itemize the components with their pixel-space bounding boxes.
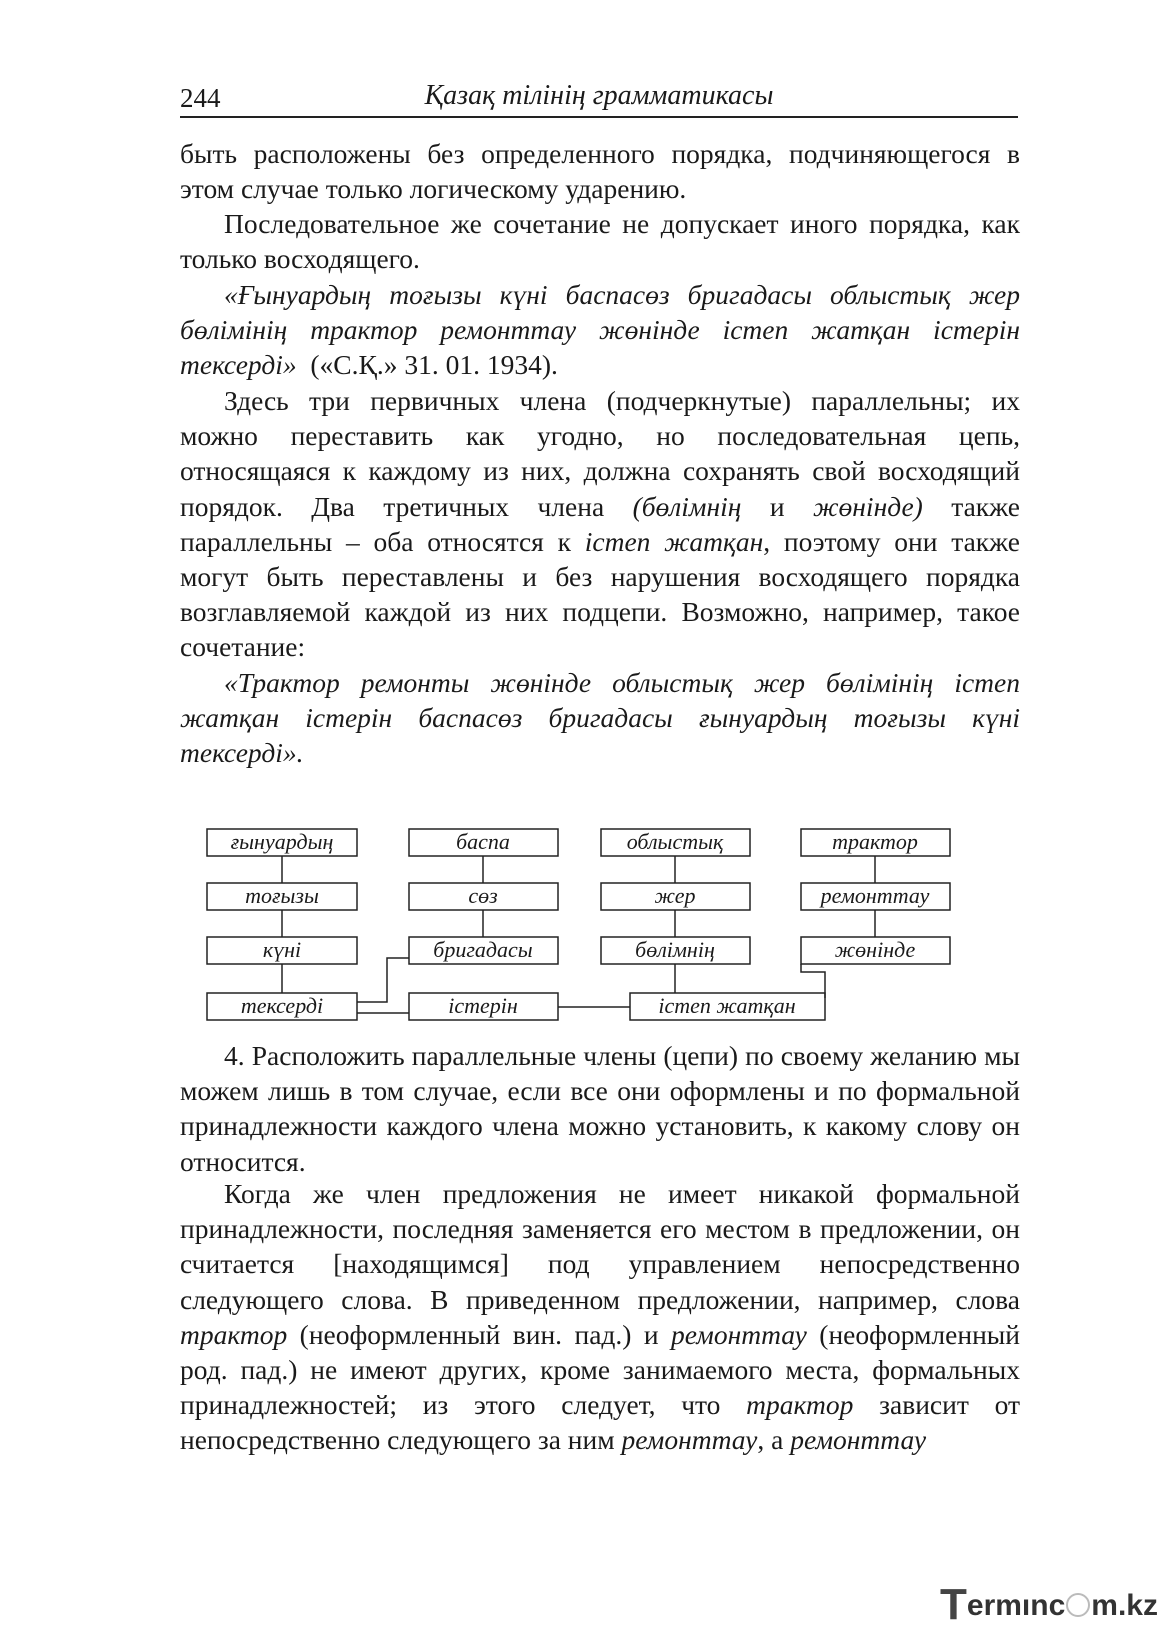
node-col4-3: жөнінде <box>834 937 916 962</box>
node-col3-3: бөлімнің <box>635 937 715 962</box>
paragraph-example-2: «Трактор ремонты жөнінде облыстық жер бөлімінің істеп жатқан істерін баспасөз бригадасы ғынуардың тоғызы күні тексерді». <box>180 667 1020 769</box>
paragraph-sequential: Последовательное же сочетание не допускает иного порядка, как только восходящего. <box>180 208 1020 275</box>
emphasis-run: ремонттау <box>671 1318 807 1350</box>
text-run: и <box>741 490 813 522</box>
page-header <box>180 80 1018 118</box>
text-run: также параллельны – оба относятся к <box>180 490 1020 557</box>
node-col3-4: істеп жатқан <box>658 993 796 1018</box>
page-number: 244 <box>180 83 221 113</box>
node-col1-4: тексерді <box>240 993 324 1018</box>
watermark-text: ermınc <box>966 1589 1066 1622</box>
emphasis-run: (бөлімнің <box>632 490 742 522</box>
example-source: («С.Қ.» 31. 01. 1934). <box>310 349 558 381</box>
paragraph-formal <box>180 1176 1020 1458</box>
node-col1-3: күні <box>262 937 302 962</box>
node-col1-1: ғынуардың <box>230 829 334 854</box>
paragraph-continuation: быть расположены без определенного порядка, подчиняющегося в этом случае только логическому ударению. <box>180 138 1020 205</box>
emphasis-run: жөнінде) <box>812 490 923 522</box>
paragraph-example-1 <box>180 277 1020 383</box>
node-col2-4: істерін <box>448 993 518 1018</box>
node-col2-1: баспа <box>456 829 510 854</box>
running-title: Қазақ тілінің грамматикасы <box>424 80 774 111</box>
node-col1-2: тоғызы <box>245 883 319 908</box>
magnifier-icon <box>1066 1593 1090 1617</box>
text-run: (неоформленный род. пад.) не имеют других, кроме занимаемого места, формальных принадлежностей; из этого следует, что <box>180 1318 1020 1421</box>
paragraph-explanation <box>180 383 1020 665</box>
watermark-logo <box>940 1580 1158 1630</box>
emphasis-run: ремонттау <box>790 1424 927 1456</box>
node-col2-3: бригадасы <box>433 937 533 962</box>
node-col3-1: облыстық <box>626 829 724 854</box>
text-run: (неоформленный вин. пад.) и <box>287 1318 671 1350</box>
node-col4-2: ремонттау <box>820 883 930 908</box>
example-quote-1: «Ғынуардың тоғызы күні баспасөз бригадасы облыстық жер бөлімінің трактор ремонттау жөнінде істеп жатқан істерін тексерді» <box>180 279 1020 381</box>
watermark-letter: T <box>940 1580 967 1629</box>
node-col4-1: трактор <box>832 829 918 854</box>
text-run: Здесь три первичных члена (подчеркнутые) параллельны; их можно переставить как угодно, но последовательная цепь, относящаяся к каждому из них, должна сохранять свой восходящий порядок. Два третичных члена <box>180 385 1020 522</box>
emphasis-run: трактор <box>746 1389 854 1421</box>
emphasis-run: ремонттау <box>621 1424 758 1456</box>
text-run: , поэтому они также могут быть переставлены и без нарушения восходящего порядка возглавляемой каждой из них подцепи. Возможно, например, такое сочетание: <box>180 525 1020 663</box>
node-col2-2: сөз <box>468 883 498 908</box>
text-run: , а <box>757 1424 791 1456</box>
text-run: Когда же член предложения не имеет никакой формальной принадлежности, последняя заменяется его местом в предложении, он считается [находящимся] под управлением непосредственно следующего слова. В приведенном предложении, например, слова <box>180 1178 1020 1315</box>
watermark-text: m.kz <box>1091 1589 1158 1622</box>
paragraph-point-4: 4. Расположить параллельные члены (цепи) по своему желанию мы можем лишь в том случае, если все они оформлены и по формальной принадлежности каждого члена можно установить, к какому слову он относится. <box>180 1040 1020 1177</box>
syntax-tree-diagram <box>200 826 1000 1031</box>
text-run: зависит от непосредственно следующего за ним <box>180 1389 1020 1456</box>
emphasis-run: трактор <box>180 1318 288 1350</box>
node-col3-2: жер <box>654 883 696 908</box>
emphasis-run: істеп жатқан <box>584 525 764 557</box>
